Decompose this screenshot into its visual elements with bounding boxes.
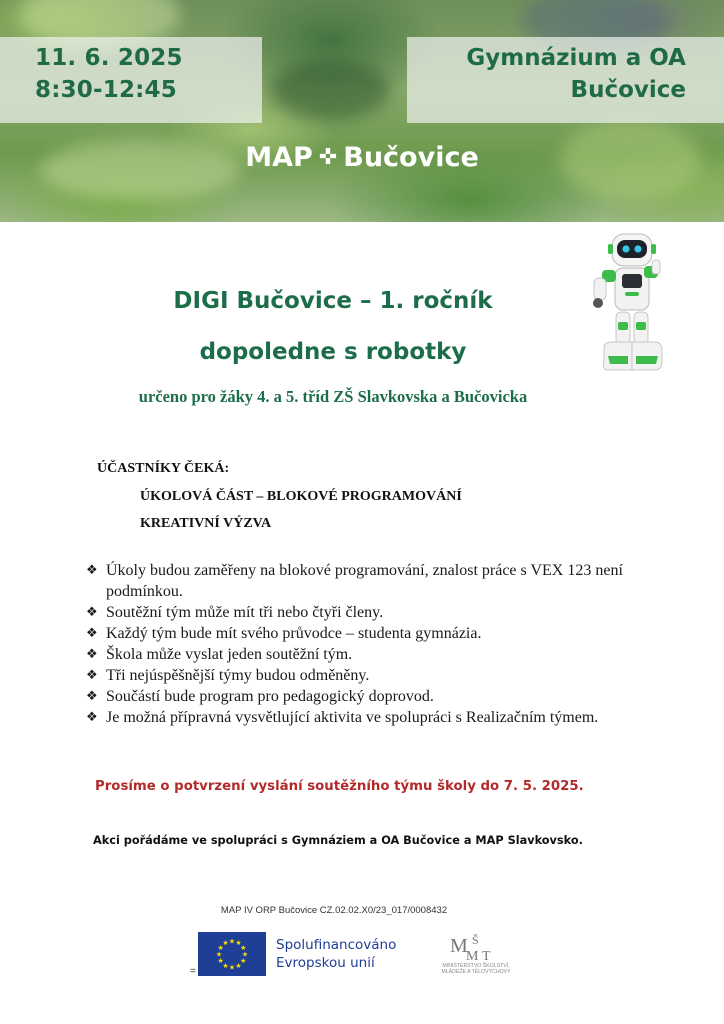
eu-star-icon: ★ [235,961,242,970]
program-item: KREATIVNÍ VÝZVA [140,516,272,531]
eu-star-icon: ★ [222,961,229,970]
cooperation-note: Akci pořádáme ve spolupráci s Gymnáziem a OA Bučovice a MAP Slavkovsko. [93,834,583,847]
event-date: 11. 6. 2025 [35,45,183,71]
list-item: ❖ Součástí bude program pro pedagogický doprovod. [86,688,434,705]
list-item: ❖ Tři nejúspěšnější týmy budou odměněny. [86,667,370,684]
event-time: 8:30-12:45 [35,77,177,103]
eu-star-icon: ★ [217,944,224,952]
diamond-bullet-icon: ❖ [86,626,98,641]
list-item: ❖ Úkoly budou zaměřeny na blokové programování, znalost práce s VEX 123 není podmínkou. [86,562,623,600]
eu-flag-icon [198,932,266,976]
header-banner [0,0,724,222]
eu-star-icon: ★ [235,939,242,948]
msmt-text: MINISTERSTVO ŠKOLSTVÍ, MLÁDEŽE A TĚLOVÝCHOVY [441,963,511,975]
eu-star-icon: ★ [215,950,223,959]
school-box [407,37,724,123]
eu-star-icon: ★ [217,957,224,965]
diamond-bullet-icon: ❖ [86,605,98,620]
map-logo [0,142,724,173]
svg-text:M: M [450,935,468,957]
list-item: ❖ Soutěžní tým může mít tři nebo čtyři členy. [86,604,384,621]
program-item: ÚKOLOVÁ ČÁST – BLOKOVÉ PROGRAMOVÁNÍ [140,489,462,504]
eu-star-icon: ★ [222,939,229,948]
info-list [86,560,646,728]
msmt-emblem-icon [426,930,526,962]
eu-star-icon: ★ [228,963,236,972]
project-code: MAP IV ORP Bučovice CZ.02.02.X0/23_017/0008432 [220,905,448,916]
registration-notice: Prosíme o potvrzení vyslání soutěžního týmu školy do 7. 5. 2025. [95,779,584,794]
svg-text:Š: Š [472,933,479,947]
diamond-bullet-icon: ❖ [86,668,98,683]
svg-text:M: M [466,949,479,962]
eu-star-icon: ★ [241,950,249,959]
school-town: Bučovice [570,77,686,103]
map-cross-icon: ✜ [318,145,338,170]
event-subtitle: dopoledne s robotky [199,339,467,365]
map-logo-left: MAP [245,142,313,173]
event-title: DIGI Bučovice – 1. ročník [173,288,493,314]
list-item: ❖ Škola může vyslat jeden soutěžní tým. [86,646,353,663]
eu-star-icon: ★ [240,944,247,952]
map-logo-right: Bučovice [343,142,479,173]
eu-cofunded-text: Spolufinancováno Evropskou unií [276,937,397,971]
eu-star-icon: ★ [240,957,247,965]
list-item: ❖ Je možná přípravná vysvětlující aktivita ve spolupráci s Realizačním týmem. [86,709,599,726]
diamond-bullet-icon: ❖ [86,710,98,725]
eu-logo [198,932,420,976]
svg-text:T: T [482,949,491,962]
list-item: ❖ Každý tým bude mít svého průvodce – studenta gymnázia. [86,625,482,642]
diamond-bullet-icon: ❖ [86,689,98,704]
program-heading: ÚČASTNÍKY ČEKÁ: [97,461,230,476]
date-box [0,37,262,123]
eu-star-icon: ★ [228,937,236,946]
msmt-logo [426,930,526,976]
target-audience: určeno pro žáky 4. a 5. tříd ZŠ Slavkovska a Bučovicka [138,387,528,406]
diamond-bullet-icon: ❖ [86,563,98,578]
robot-illustration [582,230,678,376]
school-name: Gymnázium a OA [466,45,686,71]
eu-equals-mark: = [190,966,196,977]
diamond-bullet-icon: ❖ [86,647,98,662]
